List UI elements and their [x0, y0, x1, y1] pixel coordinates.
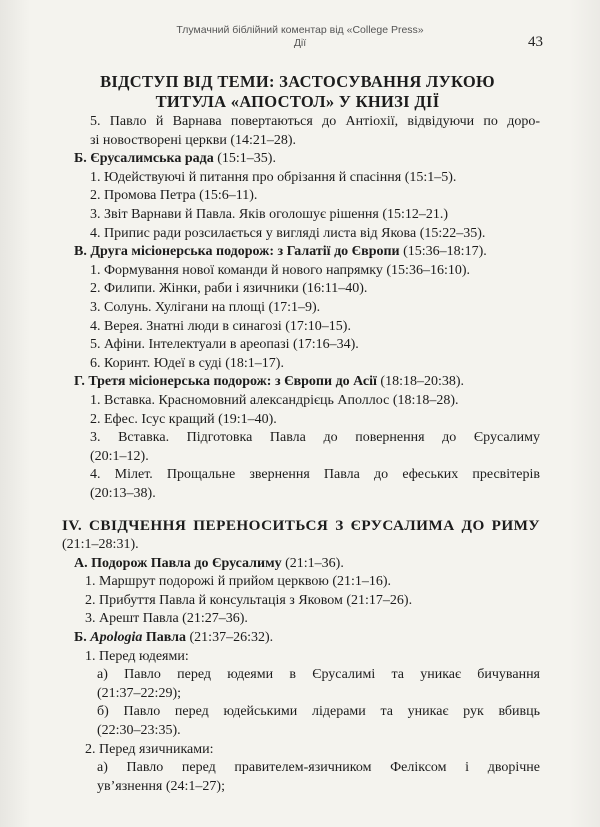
- outline-item-ivb2a-line1: а) Павло перед правителем-язичником Феліксом і дворічне: [97, 760, 540, 776]
- subsection-ivb-italic: Apologia: [90, 630, 143, 646]
- outline-item-ivb1b-line2: (22:30–23:35).: [97, 723, 181, 738]
- outline-item-b3: 3. Звіт Варнави й Павла. Яків оголошує рішення (15:12–21.): [90, 206, 449, 222]
- subsection-g-title: Г. Третя місіонерська подорож: з Європи до Асії: [74, 374, 377, 390]
- outline-item-v3: 3. Солунь. Хулігани на площі (17:1–9).: [90, 299, 321, 315]
- outline-item-g4-line2: (20:13–38).: [90, 485, 156, 501]
- outline-item-g2: 2. Ефес. Ісус кращий (19:1–40).: [90, 411, 277, 427]
- outline-item-v4: 4. Верея. Знатні люди в синагозі (17:10–15).: [90, 318, 351, 334]
- outline-subsection-g: [62, 373, 540, 392]
- outline-item-b1: 1. Юдействуючі й питання про обрізання й спасіння (15:1–5).: [90, 169, 457, 185]
- outline-subsection-b: [62, 150, 540, 169]
- outline-item-a5-line1: 5. Павло й Варнава повертаються до Антіохії, відвідуючи по доро-: [90, 114, 540, 129]
- subsection-ivb-suffix: Павла: [142, 630, 187, 646]
- outline-item-ivb1b-line1: б) Павло перед юдейськими лідерами та уникає рук вбивць: [97, 704, 540, 720]
- section-heading-line2: ТИТУЛА «АПОСТОЛ» У КНИЗІ ДІЇ: [155, 92, 440, 111]
- outline-section-iv-ref: (21:1–28:31).: [62, 537, 139, 553]
- outline-item-ivb2a-line2: ув’язнення (24:1–27);: [97, 778, 225, 794]
- outline-item-ivb1a-line1: а) Павло перед юдеями в Єрусалимі та уникає бичування: [97, 667, 540, 683]
- outline-item-v5: 5. Афіни. Інтелектуали в ареопазі (17:16–34).: [90, 337, 359, 353]
- outline-item-iva1: 1. Маршрут подорожі й прийом церквою (21:1–16).: [85, 574, 392, 590]
- outline: [62, 113, 540, 796]
- subsection-g-ref: (18:18–20:38).: [376, 374, 465, 390]
- outline-subsection-iva: [62, 555, 540, 574]
- subsection-iva-ref: (21:1–36).: [281, 555, 344, 571]
- outline-item-ivb2: 2. Перед язичниками:: [85, 741, 214, 757]
- section-heading-line1: ВІДСТУП ВІД ТЕМИ: ЗАСТОСУВАННЯ ЛУКОЮ: [100, 72, 495, 91]
- outline-item-b4: 4. Припис ради розсилається у вигляді листа від Якова (15:22–35).: [90, 225, 486, 241]
- running-head: [150, 24, 450, 50]
- outline-item-ivb1: 1. Перед юдеями:: [85, 648, 189, 664]
- outline-subsection-v: [62, 243, 540, 262]
- outline-item-v1: 1. Формування нової команди й нового напрямку (15:36–16:10).: [90, 262, 470, 278]
- outline-item-b2: 2. Промова Петра (15:6–11).: [90, 188, 258, 204]
- outline-item-v6: 6. Коринт. Юдеї в суді (18:1–17).: [90, 355, 284, 371]
- subsection-v-ref: (15:36–18:17).: [399, 244, 487, 260]
- subsection-ivb-ref: (21:37–26:32).: [186, 630, 274, 646]
- subsection-v-title: В. Друга місіонерська подорож: з Галатії до Європи: [74, 244, 400, 260]
- running-head-title: Тлумачний біблійний коментар від «College Press»: [176, 24, 424, 36]
- page-number: 43: [528, 34, 543, 50]
- outline-item-g3-line2: (20:1–12).: [90, 448, 149, 464]
- subsection-iva-title: А. Подорож Павла до Єрусалиму: [74, 555, 282, 571]
- outline-section-iv-title: IV. СВІДЧЕННЯ ПЕРЕНОСИТЬСЯ З ЄРУСАЛИМА ДО РИМУ: [62, 517, 540, 535]
- outline-item-g4-line1: 4. Мілет. Прощальне звернення Павла до ефеських пресвітерів: [90, 467, 540, 483]
- subsection-ivb-prefix: Б.: [74, 630, 91, 646]
- running-head-book: Дії: [293, 37, 307, 49]
- outline-item-g3-line1: 3. Вставка. Підготовка Павла до повернення до Єрусалиму: [90, 430, 540, 446]
- subsection-b-ref: (15:1–35).: [213, 151, 276, 167]
- section-heading: [60, 72, 535, 112]
- outline-item-ivb1a-line2: (21:37–22:29);: [97, 685, 181, 701]
- outline-item-iva3: 3. Арешт Павла (21:27–36).: [85, 611, 248, 627]
- subsection-b-title: Б. Єрусалимська рада: [74, 151, 214, 167]
- outline-item-iva2: 2. Прибуття Павла й консультація з Яковом (21:17–26).: [85, 592, 413, 608]
- outline-item-v2: 2. Филипи. Жінки, раби і язичники (16:11–40).: [90, 281, 368, 297]
- outline-subsection-ivb: [62, 629, 540, 648]
- outline-item-a5-line2: зі новостворені церкви (14:21–28).: [90, 132, 297, 148]
- outline-item-g1: 1. Вставка. Красномовний александрієць Аполлос (18:18–28).: [90, 392, 459, 408]
